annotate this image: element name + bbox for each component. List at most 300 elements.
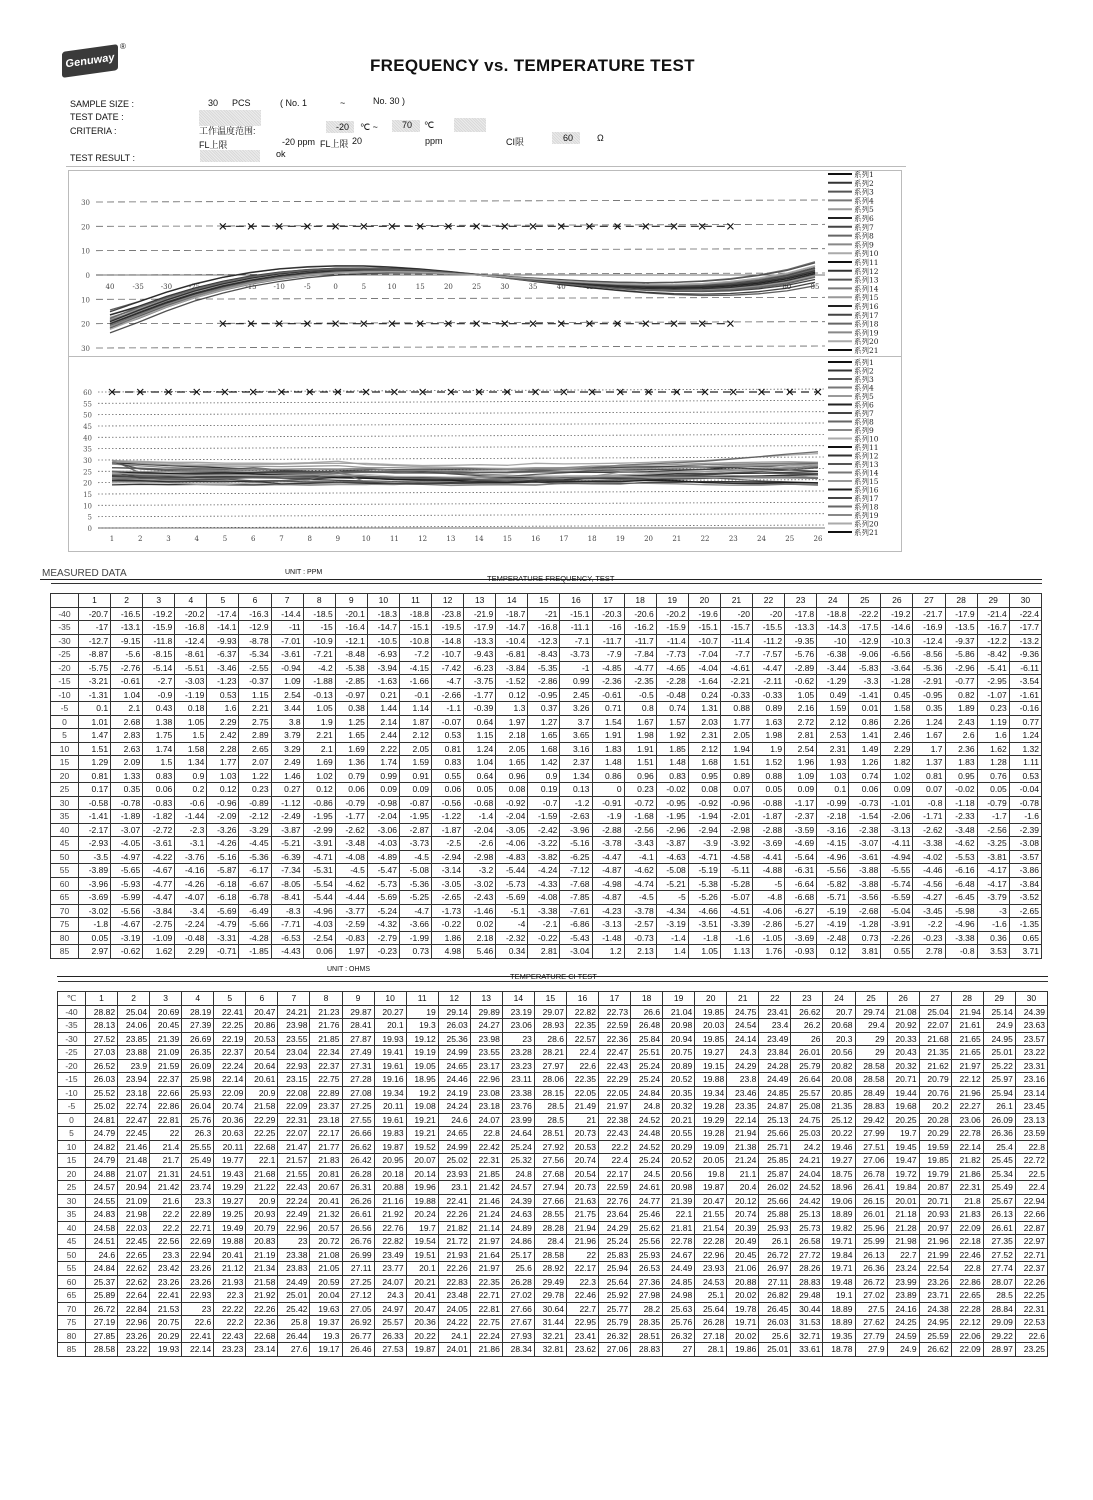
value-cell: 3.71 [1009,945,1041,959]
value-cell: 1.68 [688,756,720,770]
sample-unit: PCS [232,98,251,108]
value-cell: -2.43 [464,891,496,905]
value-cell: -10.8 [399,634,431,648]
value-cell: -1.8 [79,918,111,932]
value-cell: 19.84 [887,1181,919,1195]
value-cell: 20.36 [406,1316,438,1330]
column-header: 14 [496,594,528,608]
value-cell: 0.01 [849,702,881,716]
value-cell: 0.23 [239,783,271,797]
value-cell: -13.3 [464,634,496,648]
value-cell: 19.3 [310,1329,342,1343]
spacer-cell [566,982,598,992]
value-cell: -16.8 [175,621,207,635]
spacer-cell [246,982,278,992]
x-tick-label: 3 [166,535,171,543]
value-cell: 24.6 [86,1248,118,1262]
value-cell: 1.38 [143,715,175,729]
value-cell: 1.77 [720,715,752,729]
spacer-cell [239,584,271,594]
value-cell: -2.85 [335,675,367,689]
column-header: 10 [374,992,406,1006]
temperature-cell: 20 [58,1167,86,1181]
value-cell: 20.98 [663,1019,695,1033]
value-cell: -3.69 [752,837,784,851]
value-cell: -0.89 [239,796,271,810]
value-cell: 20.76 [919,1086,951,1100]
value-cell: -3.07 [111,823,143,837]
value-cell: 24.89 [502,1221,534,1235]
column-header: 8 [310,992,342,1006]
value-cell: -4.77 [624,661,656,675]
value-cell: 22.25 [1015,1289,1047,1303]
value-cell: 20.69 [150,1005,182,1019]
value-cell: 28.2 [631,1302,663,1316]
value-cell: 22.37 [150,1073,182,1087]
value-cell: -15.1 [560,607,592,621]
value-cell: -0.96 [207,796,239,810]
value-cell: 28.5 [983,1289,1015,1303]
value-cell: 22.14 [182,1343,214,1357]
value-cell: -10.4 [496,634,528,648]
value-cell: 21.46 [118,1140,150,1154]
value-cell: -5.19 [688,864,720,878]
value-cell: 23.13 [1015,1113,1047,1127]
value-cell: 20.93 [919,1208,951,1222]
value-cell: 1.05 [688,945,720,959]
gridline [96,346,825,348]
value-cell: 22.76 [374,1221,406,1235]
value-cell: 23.41 [566,1329,598,1343]
value-cell: -4.94 [881,850,913,864]
value-cell: -17.4 [207,607,239,621]
value-cell: -2.56 [624,823,656,837]
value-cell: 21.18 [887,1208,919,1222]
value-cell: 26.1 [759,1235,791,1249]
value-cell: 20.83 [246,1235,278,1249]
value-cell: 0.55 [432,769,464,783]
value-cell: -0.95 [913,688,945,702]
value-cell: -2.32 [496,931,528,945]
value-cell: 1.52 [752,756,784,770]
legend-entry: 系列17 [854,310,879,320]
value-cell: -4.87 [592,864,624,878]
value-cell: 19.29 [695,1113,727,1127]
value-cell: 21.58 [246,1275,278,1289]
value-cell: -3.89 [79,864,111,878]
spacer-cell [881,584,913,594]
value-cell: -3.13 [881,823,913,837]
y-tick-label: 45 [83,423,92,431]
value-cell: 19.79 [919,1167,951,1181]
value-cell: 22.43 [599,1127,631,1141]
value-cell: 22.31 [951,1181,983,1195]
value-cell: 19.87 [406,1343,438,1357]
value-cell: -1.95 [399,810,431,824]
value-cell: -14.7 [367,621,399,635]
value-cell: 25.57 [374,1316,406,1330]
value-cell: 20.39 [727,1221,759,1235]
value-cell: 22.71 [470,1289,502,1303]
value-cell: -6.17 [239,864,271,878]
value-cell: -0.78 [111,796,143,810]
value-cell: 29.74 [855,1005,887,1019]
value-cell: 0.08 [496,783,528,797]
value-cell: 20.74 [727,1208,759,1222]
value-cell: 27.66 [534,1194,566,1208]
spacer-cell [887,982,919,992]
value-cell: 0.1 [79,702,111,716]
value-cell: 22.36 [246,1316,278,1330]
value-cell: -3.86 [1009,864,1041,878]
spacer-cell [688,584,720,594]
value-cell: 27.79 [855,1329,887,1343]
value-cell: -5.55 [881,864,913,878]
value-cell: -4.96 [945,918,977,932]
value-cell: 26.28 [502,1275,534,1289]
x-tick-label: 55 [641,283,651,291]
value-cell: -2.94 [688,823,720,837]
legend-entry: 系列10 [854,249,879,259]
column-header: 20 [695,992,727,1006]
value-cell: -4.27 [913,891,945,905]
value-cell: 2.18 [496,729,528,743]
value-cell: 23.26 [919,1275,951,1289]
value-cell: 20.43 [887,1046,919,1060]
value-cell: 22.26 [246,1302,278,1316]
x-tick-label: 24 [757,535,766,543]
value-cell: 22.71 [182,1221,214,1235]
value-cell: 25.59 [919,1329,951,1343]
value-cell: 21.49 [566,1100,598,1114]
value-cell: 20.89 [663,1059,695,1073]
value-cell: 27.28 [342,1073,374,1087]
value-cell: -0.79 [977,796,1009,810]
value-cell: 2.05 [399,742,431,756]
value-cell: 23.48 [438,1289,470,1303]
value-cell: 19.71 [823,1262,855,1276]
value-cell: 21.06 [727,1262,759,1276]
value-cell: -3.61 [849,850,881,864]
value-cell: 20.02 [727,1289,759,1303]
value-cell: 19.17 [310,1343,342,1357]
value-cell: 0.88 [752,769,784,783]
column-header: 15 [528,594,560,608]
value-cell: 22.78 [663,1235,695,1249]
value-cell: -4.69 [785,837,817,851]
value-cell: 1.82 [881,756,913,770]
value-cell: 29.4 [855,1019,887,1033]
value-cell: -3.05 [496,823,528,837]
table-row [58,1302,1048,1316]
value-cell: 23.08 [470,1086,502,1100]
value-cell: -0.72 [624,796,656,810]
value-cell: 22.4 [599,1154,631,1168]
value-cell: -4.7 [399,904,431,918]
value-cell: 20.08 [823,1073,855,1087]
value-cell: -0.23 [367,945,399,959]
value-cell: -19.6 [688,607,720,621]
value-cell: -3.45 [913,904,945,918]
value-cell: -2.95 [977,675,1009,689]
value-cell: 2.29 [175,945,207,959]
legend-entry: 系列9 [854,426,874,435]
series-line-5 [110,269,815,317]
temperature-cell: 80 [51,931,79,945]
value-cell: -13.1 [111,621,143,635]
value-cell: 22.53 [1015,1316,1047,1330]
legend-entry: 系列7 [854,409,874,418]
value-cell: 19.34 [374,1086,406,1100]
value-cell: 20.73 [566,1181,598,1195]
value-cell: -6.18 [207,891,239,905]
value-cell: 21.42 [150,1181,182,1195]
value-cell: 21.09 [118,1194,150,1208]
value-cell: -3.64 [881,661,913,675]
temperature-cell: -30 [58,1032,86,1046]
value-cell: 25.12 [823,1113,855,1127]
x-tick-label: -35 [132,283,144,291]
value-cell: 21.93 [214,1275,246,1289]
value-cell: 20.61 [246,1073,278,1087]
column-header: 28 [951,992,983,1006]
value-cell: -18.8 [817,607,849,621]
value-cell: 27.11 [759,1275,791,1289]
value-cell: -4.98 [592,877,624,891]
value-cell: 21.19 [246,1248,278,1262]
value-cell: -4.06 [752,904,784,918]
value-cell: 26.78 [855,1167,887,1181]
value-cell: 20.45 [727,1248,759,1262]
value-cell: -4.56 [913,877,945,891]
legend-entry: 系列18 [854,319,879,329]
value-cell: 27.36 [631,1275,663,1289]
value-cell: -4.47 [592,850,624,864]
value-cell: -3.48 [945,823,977,837]
value-cell: 22.22 [214,1302,246,1316]
value-cell: 23.24 [887,1262,919,1276]
value-cell: 19.63 [310,1302,342,1316]
column-header: 29 [983,992,1015,1006]
value-cell: 21.72 [438,1235,470,1249]
spacer-cell [983,982,1015,992]
value-cell: 19.87 [695,1181,727,1195]
spacer-cell [150,982,182,992]
value-cell: 20.57 [310,1221,342,1235]
value-cell: 28.51 [534,1127,566,1141]
series-line-30 [110,266,815,330]
value-cell: -22.4 [1009,607,1041,621]
value-cell: -4.7 [432,675,464,689]
value-cell: 20.25 [887,1113,919,1127]
value-cell: 19.83 [374,1127,406,1141]
value-cell: 21.96 [566,1235,598,1249]
value-cell: 3.53 [977,945,1009,959]
value-cell: -16.4 [335,621,367,635]
legend-entry: 系列20 [854,519,879,529]
value-cell: 20.41 [214,1248,246,1262]
value-cell: 2.81 [785,729,817,743]
series-line-23 [110,268,815,318]
value-cell: 26.48 [631,1019,663,1033]
value-cell: 20.72 [310,1235,342,1249]
spacer-cell [432,584,464,594]
spacer-cell [143,584,175,594]
value-cell: 1.5 [175,729,207,743]
value-cell: -0.83 [143,796,175,810]
value-cell: -2.21 [720,675,752,689]
value-cell: 2.03 [688,715,720,729]
value-cell: 0.06 [335,783,367,797]
test-result-label: TEST RESULT : [70,153,136,163]
table-row [51,931,1042,945]
value-cell: 22.62 [118,1262,150,1276]
value-cell: 1.15 [239,688,271,702]
value-cell: 19.19 [406,1046,438,1060]
value-cell: 22.49 [278,1208,310,1222]
spacer-cell [624,584,656,594]
value-cell: -2.57 [624,918,656,932]
value-cell: 0.07 [913,783,945,797]
value-cell: 0.35 [111,783,143,797]
value-cell: 28.5 [534,1100,566,1114]
value-cell: -5.35 [528,661,560,675]
value-cell: 32.21 [534,1329,566,1343]
value-cell: 24.2 [791,1140,823,1154]
value-cell: -5.66 [239,918,271,932]
value-cell: 2.21 [239,702,271,716]
value-cell: 21.92 [374,1208,406,1222]
value-cell: 1.93 [817,756,849,770]
value-cell: -3.46 [207,661,239,675]
value-cell: 22.43 [214,1329,246,1343]
value-cell: 29.09 [983,1316,1015,1330]
sample-from: ( No. 1 [280,98,308,108]
value-cell: -3.05 [432,877,464,891]
value-cell: -8.56 [913,648,945,662]
table-row [51,742,1042,756]
value-cell: 2.29 [207,715,239,729]
value-cell: 21.76 [310,1019,342,1033]
value-cell: 26.62 [342,1140,374,1154]
value-cell: -16.2 [624,621,656,635]
spacer-cell [528,584,560,594]
value-cell: -0.58 [79,796,111,810]
value-cell: 1.83 [945,756,977,770]
value-cell: -4.08 [335,850,367,864]
value-cell: 22.27 [951,1100,983,1114]
value-cell: 24.79 [86,1127,118,1141]
value-cell: 25.77 [599,1302,631,1316]
value-cell: -3.96 [560,823,592,837]
value-cell: -4.24 [528,864,560,878]
value-cell: 26.03 [86,1073,118,1087]
value-cell: 28.6 [534,1032,566,1046]
value-cell: 22.26 [1015,1275,1047,1289]
legend-entry: 系列9 [854,240,874,250]
value-cell: 1.04 [464,756,496,770]
table-row [58,1046,1048,1060]
value-cell: 19.25 [214,1208,246,1222]
table-row [58,1100,1048,1114]
value-cell: 24.83 [86,1208,118,1222]
value-cell: -5.28 [720,877,752,891]
value-cell: 27.55 [342,1113,374,1127]
value-cell: 2.12 [688,742,720,756]
y-tick-label: 55 [83,400,92,409]
value-cell: 25.85 [759,1154,791,1168]
value-cell: 22.37 [1015,1262,1047,1276]
value-cell: 26.33 [374,1329,406,1343]
value-cell: 1.34 [560,769,592,783]
value-cell: 27.9 [855,1343,887,1357]
value-cell: 20.92 [887,1019,919,1033]
value-cell: -20.6 [624,607,656,621]
value-cell: -5.08 [399,864,431,878]
value-cell: -4.26 [175,877,207,891]
value-cell: -1.87 [752,810,784,824]
value-cell: 0.05 [977,783,1009,797]
value-cell: 0.06 [303,945,335,959]
value-cell: -3.13 [592,918,624,932]
value-cell: -6.31 [785,864,817,878]
value-cell: -5.6 [111,648,143,662]
spacer-cell [335,584,367,594]
value-cell: -4.61 [720,661,752,675]
value-cell: 28.1 [695,1343,727,1357]
value-cell: 19.05 [406,1059,438,1073]
value-cell: -1.2 [560,796,592,810]
value-cell: 22.54 [919,1262,951,1276]
value-cell: -6.23 [464,661,496,675]
value-cell: 27.67 [502,1316,534,1330]
value-cell: 22.2 [150,1208,182,1222]
value-cell: -19.2 [143,607,175,621]
value-cell: 20.21 [663,1113,695,1127]
legend-entry: 系列21 [854,346,879,355]
value-cell: 21.34 [246,1262,278,1276]
value-cell: -5.04 [881,904,913,918]
value-cell: 26.76 [342,1235,374,1249]
value-cell: -7.21 [303,648,335,662]
column-header: 4 [182,992,214,1006]
legend-entry: 系列7 [854,222,874,232]
value-cell: 29 [855,1046,887,1060]
value-cell: -4.08 [528,891,560,905]
value-cell: 22.73 [599,1005,631,1019]
value-cell: -2.68 [849,904,881,918]
column-header: 14 [502,992,534,1006]
legend-entry: 系列11 [854,258,879,267]
value-cell: 24.64 [502,1127,534,1141]
value-cell: 19.78 [727,1302,759,1316]
value-cell: 3.65 [560,729,592,743]
series-line-22 [110,270,815,324]
value-cell: -3.1 [175,837,207,851]
value-cell: -17.9 [945,607,977,621]
value-cell: 20.24 [406,1208,438,1222]
spacer-cell [464,584,496,594]
registered-mark: ® [120,42,126,51]
value-cell: 29.49 [534,1275,566,1289]
value-cell: -5.76 [785,648,817,662]
value-cell: 2.83 [111,729,143,743]
value-cell: 1.44 [367,702,399,716]
value-cell: 24.61 [631,1181,663,1195]
value-cell: -3.04 [560,945,592,959]
value-cell: 24.55 [86,1194,118,1208]
y-tick-label: 30 [81,345,90,353]
